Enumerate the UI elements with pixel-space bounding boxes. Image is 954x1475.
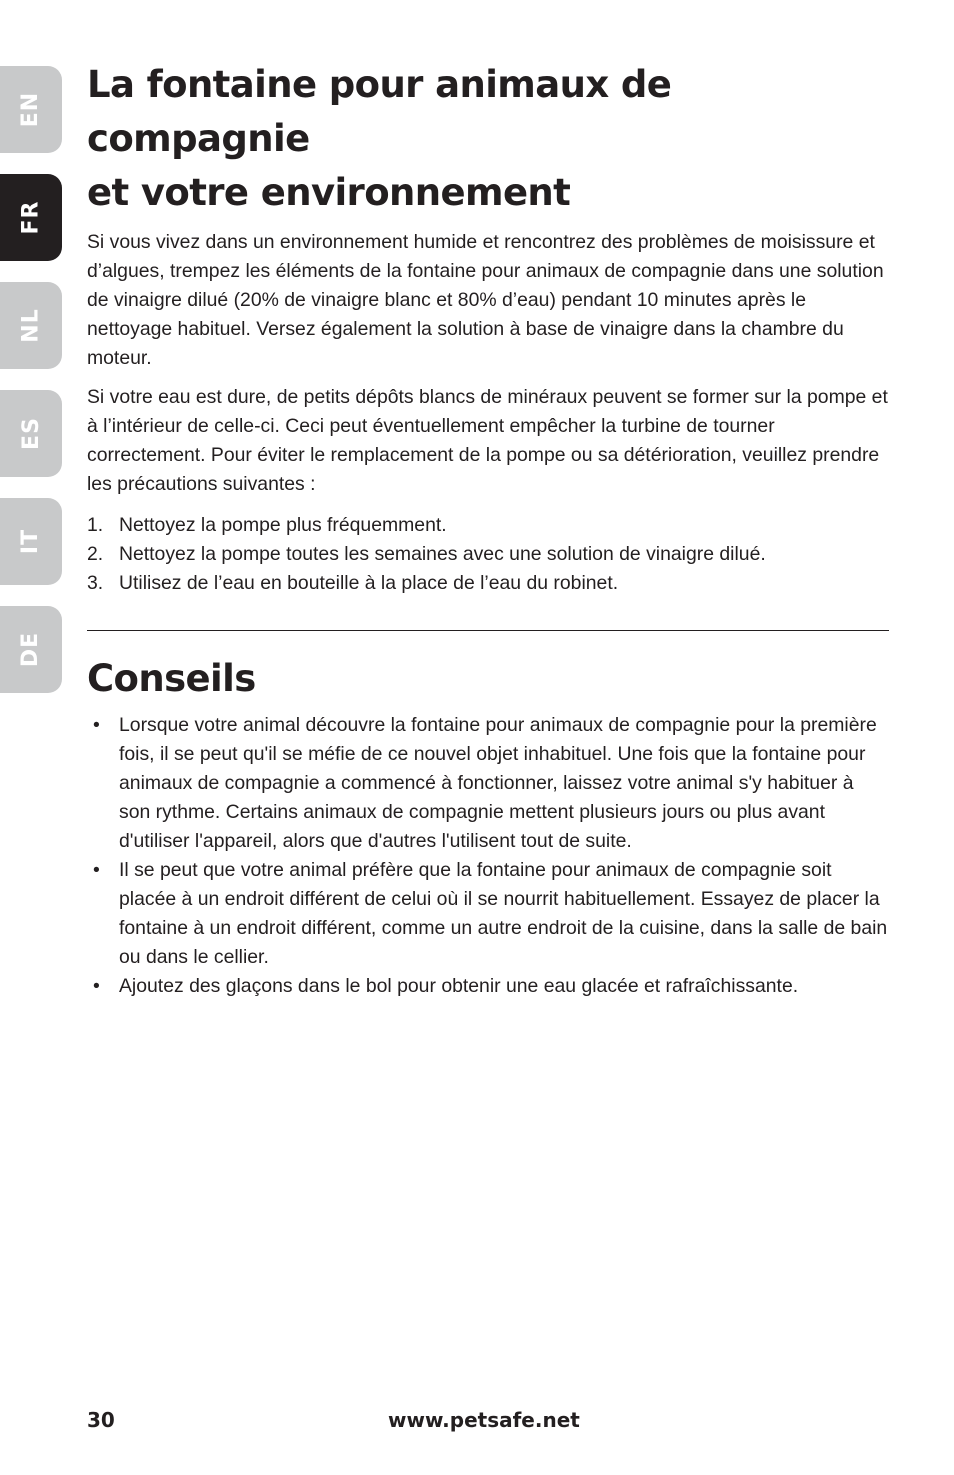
paragraph-hard-water: Si votre eau est dure, de petits dépôts blancs de minéraux peuvent se former sur la pompe et à l’intérieur de celle-ci. Ceci peut éventuellement empêcher la turbine de tourner correctement. Pour éviter le remplacement de la pompe ou sa détérioration, veuillez prendre les précautions suivantes : bbox=[87, 386, 888, 495]
list-text: Utilisez de l’eau en bouteille à la place de l’eau du robinet. bbox=[119, 572, 619, 594]
page-number: 30 bbox=[87, 1408, 115, 1432]
section-title-tips: Conseils bbox=[87, 657, 256, 700]
paragraph-humid-environment: Si vous vivez dans un environnement humide et rencontrez des problèmes de moisissure et d’algues, trempez les éléments de la fontaine pour animaux de compagnie dans une solution de vinaigre dilué (20% de vinaigre blanc et 80% d’eau) pendant 10 minutes après le nettoyage habituel. Versez également la solution à base de vinaigre dans la chambre du moteur. bbox=[87, 231, 884, 369]
precautions-list bbox=[87, 511, 889, 598]
footer-url[interactable]: www.petsafe.net bbox=[388, 1408, 580, 1432]
section-divider bbox=[87, 630, 889, 631]
title-line-2: et votre environnement bbox=[87, 171, 571, 214]
list-item bbox=[87, 972, 889, 1001]
lang-tab-label: NL bbox=[18, 308, 44, 343]
list-item bbox=[87, 711, 889, 856]
tips-list bbox=[87, 711, 889, 1001]
lang-tab-fr[interactable] bbox=[0, 174, 62, 261]
lang-tab-label: DE bbox=[18, 631, 44, 668]
lang-tab-label: IT bbox=[18, 528, 44, 555]
list-item bbox=[87, 856, 889, 972]
list-item bbox=[87, 511, 889, 540]
list-item bbox=[87, 569, 889, 598]
bullet-icon: • bbox=[93, 859, 100, 881]
lang-tab-label: EN bbox=[18, 91, 44, 128]
bullet-icon: • bbox=[93, 714, 100, 736]
list-text: Nettoyez la pompe toutes les semaines avec une solution de vinaigre dilué. bbox=[119, 543, 766, 565]
title-line-1: La fontaine pour animaux de compagnie bbox=[87, 63, 672, 160]
list-item bbox=[87, 540, 889, 569]
bullet-icon: • bbox=[93, 975, 100, 997]
list-text: Nettoyez la pompe plus fréquemment. bbox=[119, 514, 447, 536]
list-text: Ajoutez des glaçons dans le bol pour obtenir une eau glacée et rafraîchissante. bbox=[119, 975, 799, 997]
list-text: Lorsque votre animal découvre la fontaine pour animaux de compagnie pour la première fois, il se peut qu'il se méfie de ce nouvel objet inhabituel. Une fois que la fontaine pour animaux de compagnie a commencé à fonctionner, laissez votre animal s'y habituer à son rythme. Certains animaux de compagnie mettent plusieurs jours ou plus avant d'utiliser l'appareil, alors que d'autres l'utilisent tout de suite. bbox=[119, 714, 877, 852]
lang-tab-de[interactable] bbox=[0, 606, 62, 693]
list-number: 1. bbox=[87, 514, 104, 536]
lang-tab-es[interactable] bbox=[0, 390, 62, 477]
list-number: 3. bbox=[87, 572, 104, 594]
lang-tab-label: ES bbox=[18, 417, 44, 450]
list-text: Il se peut que votre animal préfère que la fontaine pour animaux de compagnie soit placée à un endroit différent de celui où il se nourrit habituellement. Essayez de placer la fontaine à un endroit différent, comme un autre endroit de la cuisine, dans la salle de bain ou dans le cellier. bbox=[119, 859, 888, 968]
list-number: 2. bbox=[87, 543, 104, 565]
section-title-environment bbox=[87, 58, 889, 220]
lang-tab-nl[interactable] bbox=[0, 282, 62, 369]
page-content bbox=[87, 58, 889, 1001]
lang-tab-it[interactable] bbox=[0, 498, 62, 585]
lang-tab-label: FR bbox=[18, 200, 44, 235]
lang-tab-en[interactable] bbox=[0, 66, 62, 153]
